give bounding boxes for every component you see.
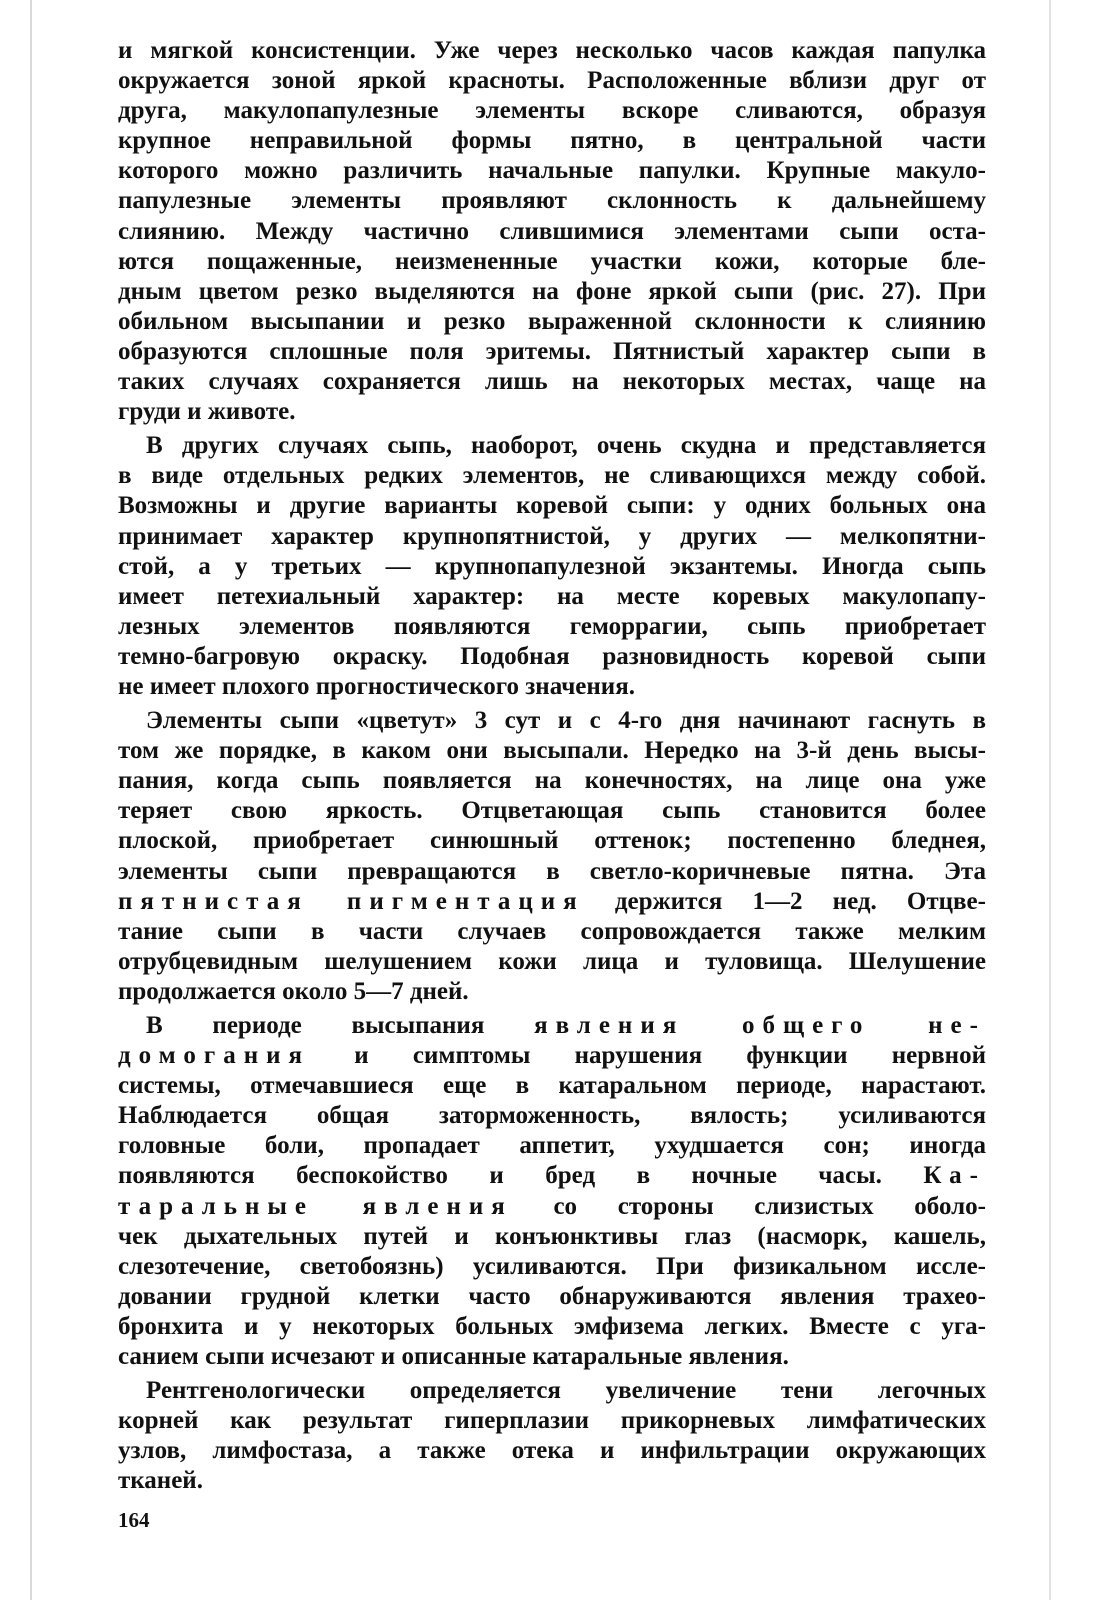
text-line: дным цветом резко выделяются на фоне яркой сыпи (рис. 27). При: [118, 277, 986, 305]
text-line: системы, отмечавшиеся еще в катаральном периоде, нарастают.: [118, 1072, 986, 1100]
text-line: обильном высыпании и резко выраженной склонности к слиянию: [118, 307, 986, 335]
text-line: отрубцевидным шелушением кожи лица и туловища. Шелушение: [118, 947, 986, 975]
emphasis-spaced-text: таральные явления: [118, 1192, 513, 1220]
text-line: и мягкой консистенции. Уже через несколько часов каждая папулка: [118, 37, 986, 64]
text-line: таких случаях сохраняется лишь на некоторых местах, чаще на: [118, 368, 986, 396]
text-line: лезных элементов появляются геморрагии, сыпь приобретает: [118, 612, 986, 640]
text-line: Элементы сыпи «цветут» 3 сут и с 4-го дня начинают гаснуть в: [146, 707, 986, 735]
text-line: тание сыпи в части случаев сопровождается также мелким: [118, 917, 986, 945]
text-line: довании грудной клетки часто обнаруживаются явления трахео-: [118, 1282, 986, 1310]
text-line: имеет петехиальный характер: на месте коревых макулопапу-: [118, 582, 986, 610]
text-line: домогания и симптомы нарушения функции нервной: [118, 1042, 986, 1070]
text-line: слиянию. Между частично слившимися элементами сыпи оста-: [118, 217, 986, 245]
text-line: которого можно различить начальные папулки. Крупные макуло-: [118, 157, 986, 185]
emphasis-spaced-text: пятнистая пигментация: [118, 887, 585, 915]
paragraph: [118, 36, 986, 427]
text-line: Возможны и другие варианты коревой сыпи: у одних больных она: [118, 492, 986, 520]
text-line: корней как результат гиперплазии прикорневых лимфатических: [118, 1407, 986, 1435]
text-line: том же порядке, в каком они высыпали. Нередко на 3-й день высы-: [118, 737, 986, 765]
text-line: слезотечение, светобоязнь) усиливаются. При физикальном иссле-: [118, 1252, 986, 1280]
text-line: продолжается около 5—7 дней.: [118, 977, 469, 1005]
text-line: появляются беспокойство и бред в ночные часы. Ка-: [118, 1162, 986, 1190]
text-line: папулезные элементы проявляют склонность к дальнейшему: [118, 187, 986, 215]
text-line: теряет свою яркость. Отцветающая сыпь становится более: [118, 797, 986, 825]
paragraph: [118, 1011, 986, 1372]
text-line: пятнистая пигментация держится 1—2 нед. Отцве-: [118, 887, 986, 915]
text-line: узлов, лимфостаза, а также отека и инфильтрации окружающих: [118, 1437, 986, 1465]
text-line: друга, макулопапулезные элементы вскоре сливаются, образуя: [118, 97, 986, 125]
text-line: бронхита и у некоторых больных эмфизема легких. Вместе с уга-: [118, 1312, 986, 1340]
paragraph: [118, 431, 986, 702]
paragraph: [118, 706, 986, 1007]
text-line: плоской, приобретает синюшный оттенок; постепенно бледнея,: [118, 827, 986, 855]
text-line: образуются сплошные поля эритемы. Пятнистый характер сыпи в: [118, 337, 986, 365]
emphasis-spaced-text: домогания: [118, 1042, 311, 1070]
text-line: Наблюдается общая заторможенность, вялость; усиливаются: [118, 1102, 986, 1130]
text-line: В периоде высыпания явления общего не-: [146, 1012, 986, 1039]
text-line: не имеет плохого прогностического значения.: [118, 672, 635, 700]
text-line: темно-багровую окраску. Подобная разновидность коревой сыпи: [118, 642, 986, 670]
text-line: принимает характер крупнопятнистой, у других — мелкопятни-: [118, 522, 986, 550]
page-number: 164: [118, 1508, 150, 1532]
page-edge-right: [1049, 0, 1051, 1600]
text-line: крупное неправильной формы пятно, в центральной части: [118, 127, 986, 155]
text-line: окружается зоной яркой красноты. Расположенные вблизи друг от: [118, 67, 986, 95]
text-line: элементы сыпи превращаются в светло-коричневые пятна. Эта: [118, 857, 986, 885]
text-line: пания, когда сыпь появляется на конечностях, на лице она уже: [118, 767, 986, 795]
text-line: чек дыхательных путей и конъюнктивы глаз (насморк, кашель,: [118, 1222, 986, 1250]
paragraph: [118, 1376, 986, 1496]
text-line: Рентгенологически определяется увеличение тени легочных: [146, 1377, 986, 1405]
text-line: груди и животе.: [118, 398, 296, 426]
body-text: [118, 36, 986, 1497]
page-edge-left: [30, 0, 32, 1600]
text-line: головные боли, пропадает аппетит, ухудшается сон; иногда: [118, 1132, 986, 1160]
text-line: В других случаях сыпь, наоборот, очень скудна и представляется: [146, 432, 986, 460]
emphasis-spaced-text: явления общего не-: [534, 1012, 986, 1039]
text-line: санием сыпи исчезают и описанные катаральные явления.: [118, 1343, 789, 1371]
text-line: стой, а у третьих — крупнопапулезной экзантемы. Иногда сыпь: [118, 552, 986, 580]
text-line: таральные явления со стороны слизистых оболо-: [118, 1192, 986, 1220]
text-line: тканей.: [118, 1467, 203, 1495]
text-line: в виде отдельных редких элементов, не сливающихся между собой.: [118, 462, 986, 490]
text-line: ются пощаженные, неизмененные участки кожи, которые бле-: [118, 247, 986, 275]
emphasis-spaced-text: Ка-: [923, 1162, 986, 1190]
